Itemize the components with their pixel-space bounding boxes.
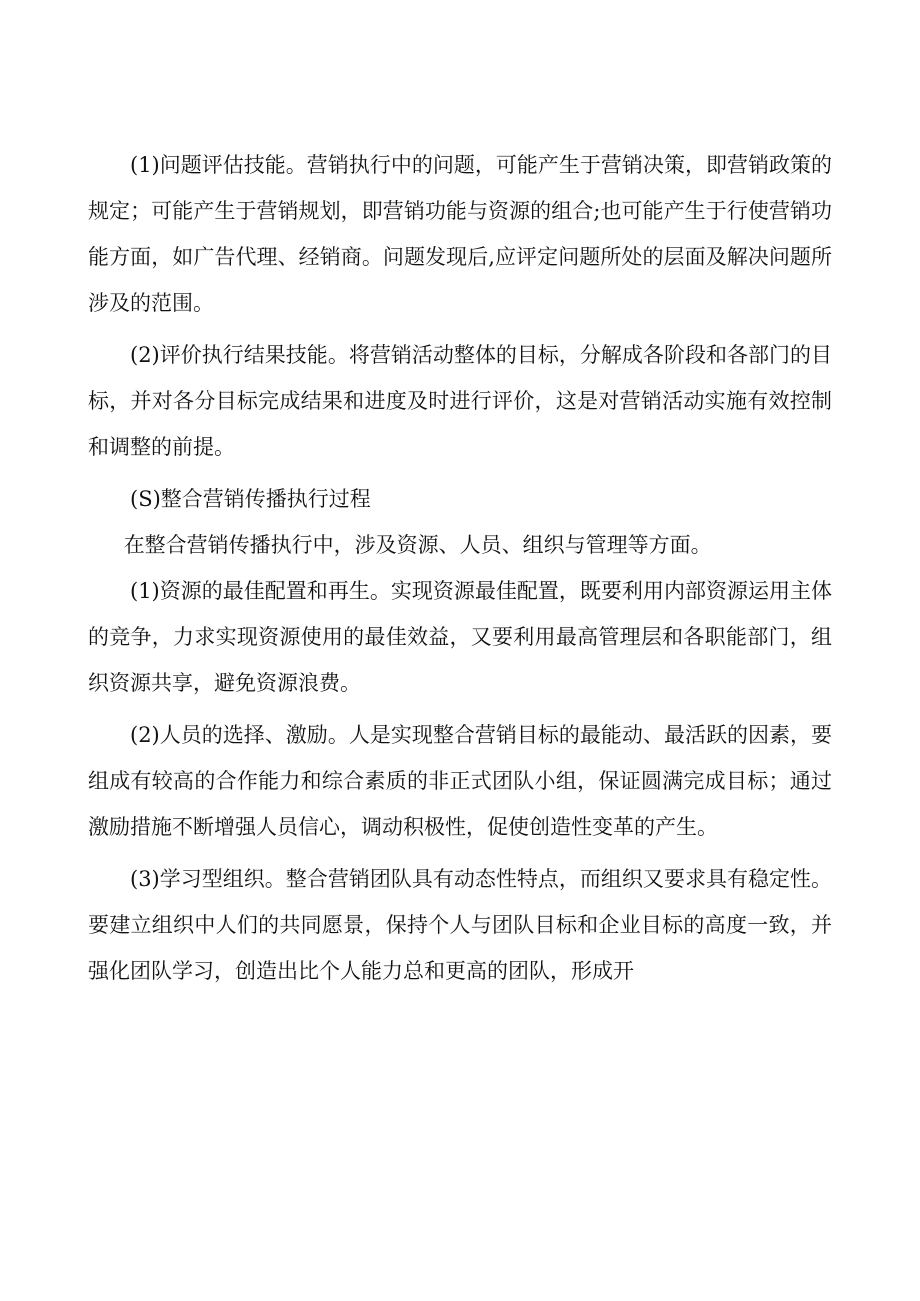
paragraph-result-evaluation: (2)评价执行结果技能。将营销活动整体的目标，分解成各阶段和各部门的目标，并对各分目标完成结果和进度及时进行评价，这是对营销活动实施有效控制和调整的前提。	[88, 343, 832, 459]
document-body	[88, 142, 832, 994]
paragraph-learning-organization: (3)学习型组织。整合营销团队具有动态性特点，而组织又要求具有稳定性。要建立组织中人们的共同愿景，保持个人与团队目标和企业目标的高度一致，并强化团队学习，创造出比个人能力总和更高的团队，形成开	[88, 867, 832, 983]
paragraph-personnel-incentive: (2)人员的选择、激励。人是实现整合营销目标的最能动、最活跃的因素，要组成有较高的合作能力和综合素质的非正式团队小组，保证圆满完成目标；通过激励措施不断增强人员信心，调动积极性，促使创造性变革的产生。	[88, 723, 832, 839]
paragraph-problem-assessment: (1)问题评估技能。营销执行中的问题，可能产生于营销决策，即营销政策的规定；可能产生于营销规划，即营销功能与资源的组合;也可能产生于行使营销功能方面，如广告代理、经销商。问题发现后,应评定问题所处的层面及解决问题所涉及的范围。	[88, 153, 832, 315]
section-heading-imc-execution: (S)整合营销传播执行过程	[130, 487, 371, 511]
paragraph-imc-aspects: 在整合营销传播执行中，涉及资源、人员、组织与管理等方面。	[123, 533, 712, 557]
paragraph-resource-allocation: (1)资源的最佳配置和再生。实现资源最佳配置，既要利用内部资源运用主体的竞争，力求实现资源使用的最佳效益，又要利用最高管理层和各职能部门，组织资源共享，避免资源浪费。	[88, 579, 832, 695]
